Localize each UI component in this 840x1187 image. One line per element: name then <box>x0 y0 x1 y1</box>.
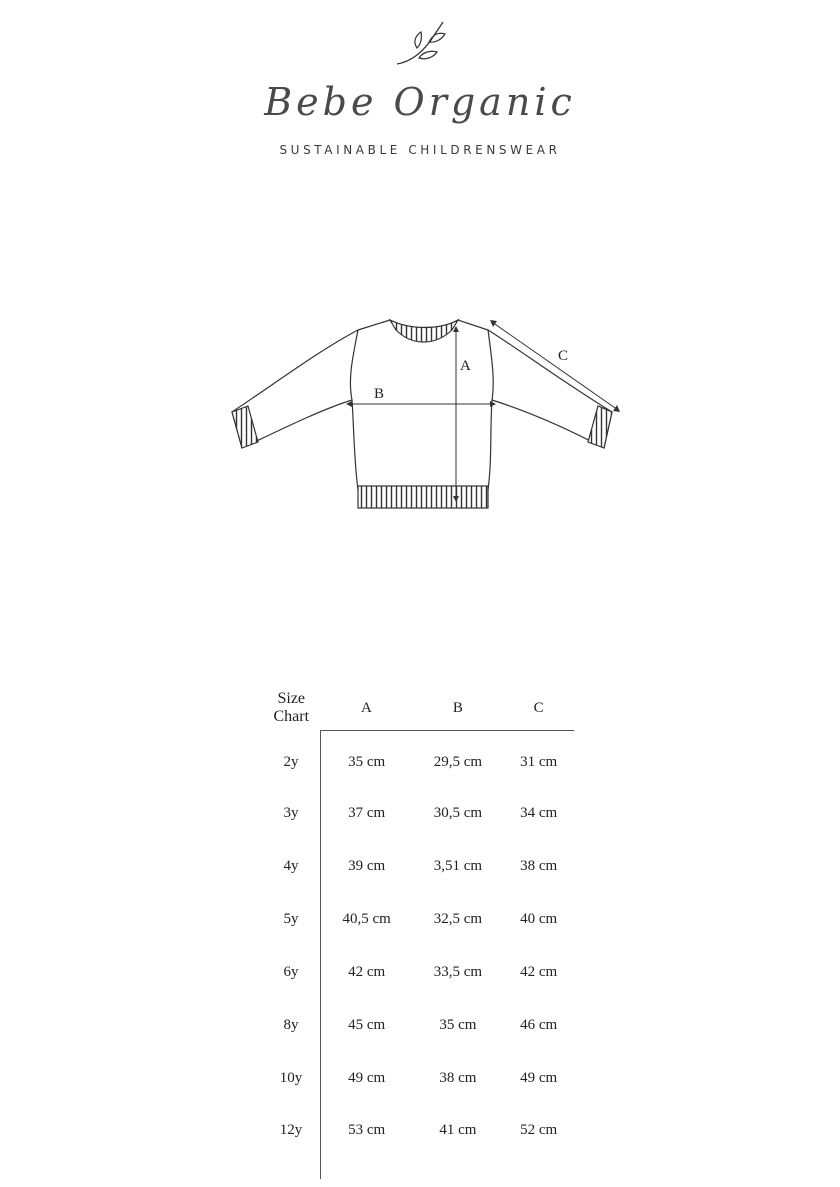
cell-b: 29,5 cm <box>433 754 483 770</box>
brand-tagline: SUSTAINABLE CHILDRENSWEAR <box>279 143 561 157</box>
row-size-label: 3y <box>283 805 299 821</box>
table-row <box>262 946 574 999</box>
column-header-b: B <box>412 686 503 731</box>
size-chart-corner-label <box>262 686 321 731</box>
label-b: B <box>374 386 385 402</box>
corner-label: Size Chart <box>273 690 310 726</box>
column-header-a: A <box>321 686 413 731</box>
table-row <box>262 1105 574 1157</box>
row-size-label: 2y <box>283 753 299 770</box>
table-spacer-row <box>262 1157 574 1179</box>
cell-b: 32,5 cm <box>433 911 483 927</box>
table-row <box>262 1052 574 1105</box>
cell-a: 35 cm <box>321 731 413 788</box>
cell-b: 33,5 cm <box>433 964 483 980</box>
label-a: A <box>460 358 471 374</box>
leaf-sprig-icon <box>395 18 447 70</box>
table-row <box>262 893 574 946</box>
cell-a: 45 cm <box>321 999 413 1052</box>
size-chart-table <box>262 686 574 1179</box>
row-size-label: 6y <box>283 964 299 980</box>
label-c: C <box>558 348 569 364</box>
cell-a: 49 cm <box>321 1052 413 1105</box>
row-size-label: 8y <box>283 1017 299 1033</box>
column-header-c: C <box>503 686 574 731</box>
cell-a: 42 cm <box>321 946 413 999</box>
cell-a: 53 cm <box>321 1105 413 1157</box>
cell-c: 38 cm <box>520 858 558 874</box>
cell-a: 40,5 cm <box>321 893 413 946</box>
cell-b: 38 cm <box>439 1070 477 1086</box>
row-size-label: 10y <box>279 1070 303 1086</box>
cell-c: 52 cm <box>520 1122 558 1138</box>
cell-c: 34 cm <box>520 805 558 821</box>
sweater-measurement-diagram <box>220 300 640 530</box>
table-row <box>262 731 574 788</box>
row-size-label: 4y <box>283 858 299 874</box>
cell-b: 41 cm <box>439 1122 477 1138</box>
table-row <box>262 787 574 840</box>
cell-b: 30,5 cm <box>433 805 483 821</box>
cell-c: 40 cm <box>520 911 558 927</box>
cell-c: 42 cm <box>520 964 558 980</box>
brand-name: Bebe Organic <box>264 80 576 124</box>
row-size-label: 12y <box>279 1122 303 1138</box>
row-size-label: 5y <box>283 911 299 927</box>
cell-b: 3,51 cm <box>433 858 483 874</box>
cell-c: 31 cm <box>520 754 558 770</box>
cell-b: 35 cm <box>439 1017 477 1033</box>
cell-a: 37 cm <box>321 787 413 840</box>
cell-c: 49 cm <box>520 1070 558 1086</box>
table-row <box>262 999 574 1052</box>
cell-a: 39 cm <box>321 840 413 893</box>
cell-c: 46 cm <box>520 1017 558 1033</box>
table-row <box>262 840 574 893</box>
